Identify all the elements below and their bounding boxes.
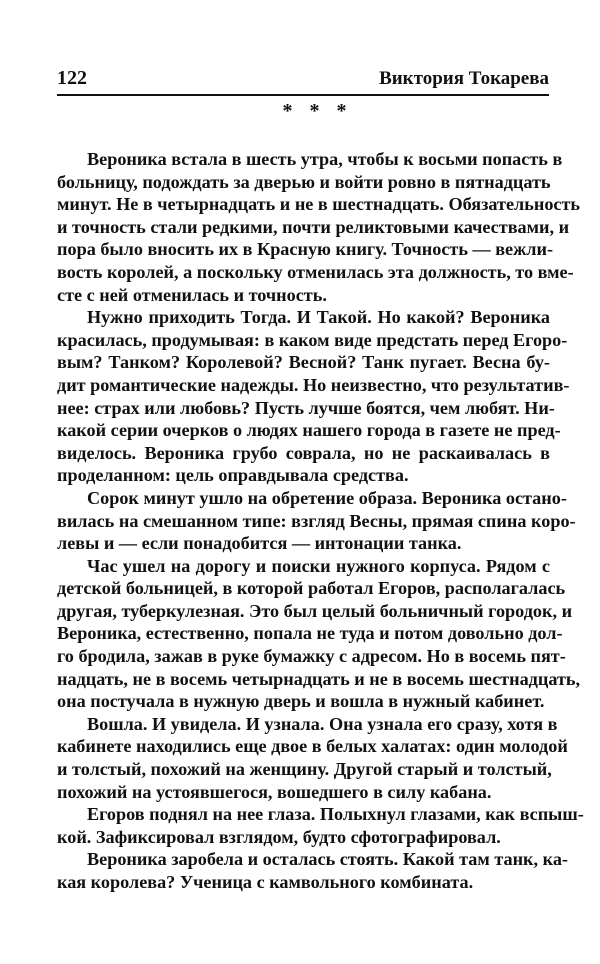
paragraph bbox=[57, 487, 576, 555]
text-line: кабинете находились еще двое в белых халатах: один молодой bbox=[57, 736, 568, 757]
text-line: нее: страх или любовь? Пусть лучше боятся, чем любят. Ни- bbox=[57, 397, 555, 418]
text-line: Час ушел на дорогу и поиски нужного корпуса. Рядом с bbox=[87, 555, 550, 576]
body-text bbox=[57, 148, 584, 894]
text-line: Вероника, естественно, попала не туда и потом довольно дол- bbox=[57, 623, 563, 644]
page-number: 122 bbox=[57, 67, 87, 89]
text-line: кой. Зафиксировал взглядом, будто сфотографировал. bbox=[57, 826, 501, 847]
paragraph bbox=[57, 148, 581, 306]
text-line: дит романтические надежды. Но неизвестно, что результатив- bbox=[57, 374, 570, 395]
paragraph bbox=[57, 713, 568, 803]
running-header-author: Виктория Токарева bbox=[379, 68, 549, 89]
text-line: Егоров поднял на нее глаза. Полыхнул глазами, как вспыш- bbox=[87, 804, 584, 825]
text-line: вым? Танком? Королевой? Весной? Танк пугает. Весна бу- bbox=[57, 352, 550, 373]
text-line: красилась, продумывая: в каком виде предстать перед Егоро- bbox=[57, 329, 568, 350]
text-line: Вошла. И увидела. И узнала. Она узнала его сразу, хотя в bbox=[87, 713, 558, 734]
text-line: проделанном: цель оправдывала средства. bbox=[57, 465, 409, 486]
paragraph bbox=[57, 555, 581, 713]
text-line: другая, туберкулезная. Это был целый больничный городок, и bbox=[57, 600, 573, 621]
paragraph bbox=[57, 803, 584, 848]
text-line: какой серии очерков о людях нашего города в газете не пред- bbox=[57, 420, 561, 441]
text-line: надцать, не в восемь четырнадцать и не в восемь шестнадцать, bbox=[57, 668, 581, 689]
text-line: го бродила, зажав в руке бумажку с адресом. Но в восемь пят- bbox=[57, 646, 566, 667]
text-line: детской больницей, в которой работал Егоров, располагалась bbox=[57, 578, 566, 599]
text-line: похожий на устоявшегося, вошедшего в силу кабана. bbox=[57, 781, 492, 802]
text-line: Вероника заробела и осталась стоять. Какой там танк, ка- bbox=[87, 849, 568, 870]
text-line: и точность стали редкими, почти реликтовыми качествами, и bbox=[57, 216, 570, 237]
text-line: кая королева? Ученица с камвольного комбината. bbox=[57, 872, 474, 892]
text-line: левы и — если понадобится — интонации танка. bbox=[57, 533, 462, 554]
running-header bbox=[57, 62, 549, 96]
text-line: и толстый, похожий на женщину. Другой старый и толстый, bbox=[57, 759, 552, 780]
text-line: Сорок минут ушло на обретение образа. Вероника остано- bbox=[87, 487, 567, 508]
text-line: сте с ней отменилась и точность. bbox=[57, 284, 327, 305]
text-line: виделось. Вероника грубо соврала, но не раскаивалась в bbox=[57, 442, 550, 463]
text-line: больницу, подождать за дверью и войти ровно в пятнадцать bbox=[57, 171, 551, 192]
text-line: минут. Не в четырнадцать и не в шестнадцать. Обязательность bbox=[57, 194, 581, 215]
paragraph bbox=[57, 306, 570, 487]
text-line: Нужно приходить Тогда. И Такой. Но какой? Вероника bbox=[87, 307, 550, 328]
text-line: она постучала в нужную дверь и вошла в нужный кабинет. bbox=[57, 691, 545, 712]
text-line: Вероника встала в шесть утра, чтобы к восьми попасть в bbox=[87, 149, 563, 169]
text-line: пора было вносить их в Красную книгу. Точность — вежли- bbox=[57, 239, 554, 260]
paragraph bbox=[57, 848, 568, 893]
section-separator: * * * bbox=[282, 100, 353, 122]
text-line: вость королей, а поскольку отменилась эта должность, то вме- bbox=[57, 261, 574, 282]
text-line: вилась на смешанном типе: взгляд Весны, прямая спина коро- bbox=[57, 510, 576, 531]
